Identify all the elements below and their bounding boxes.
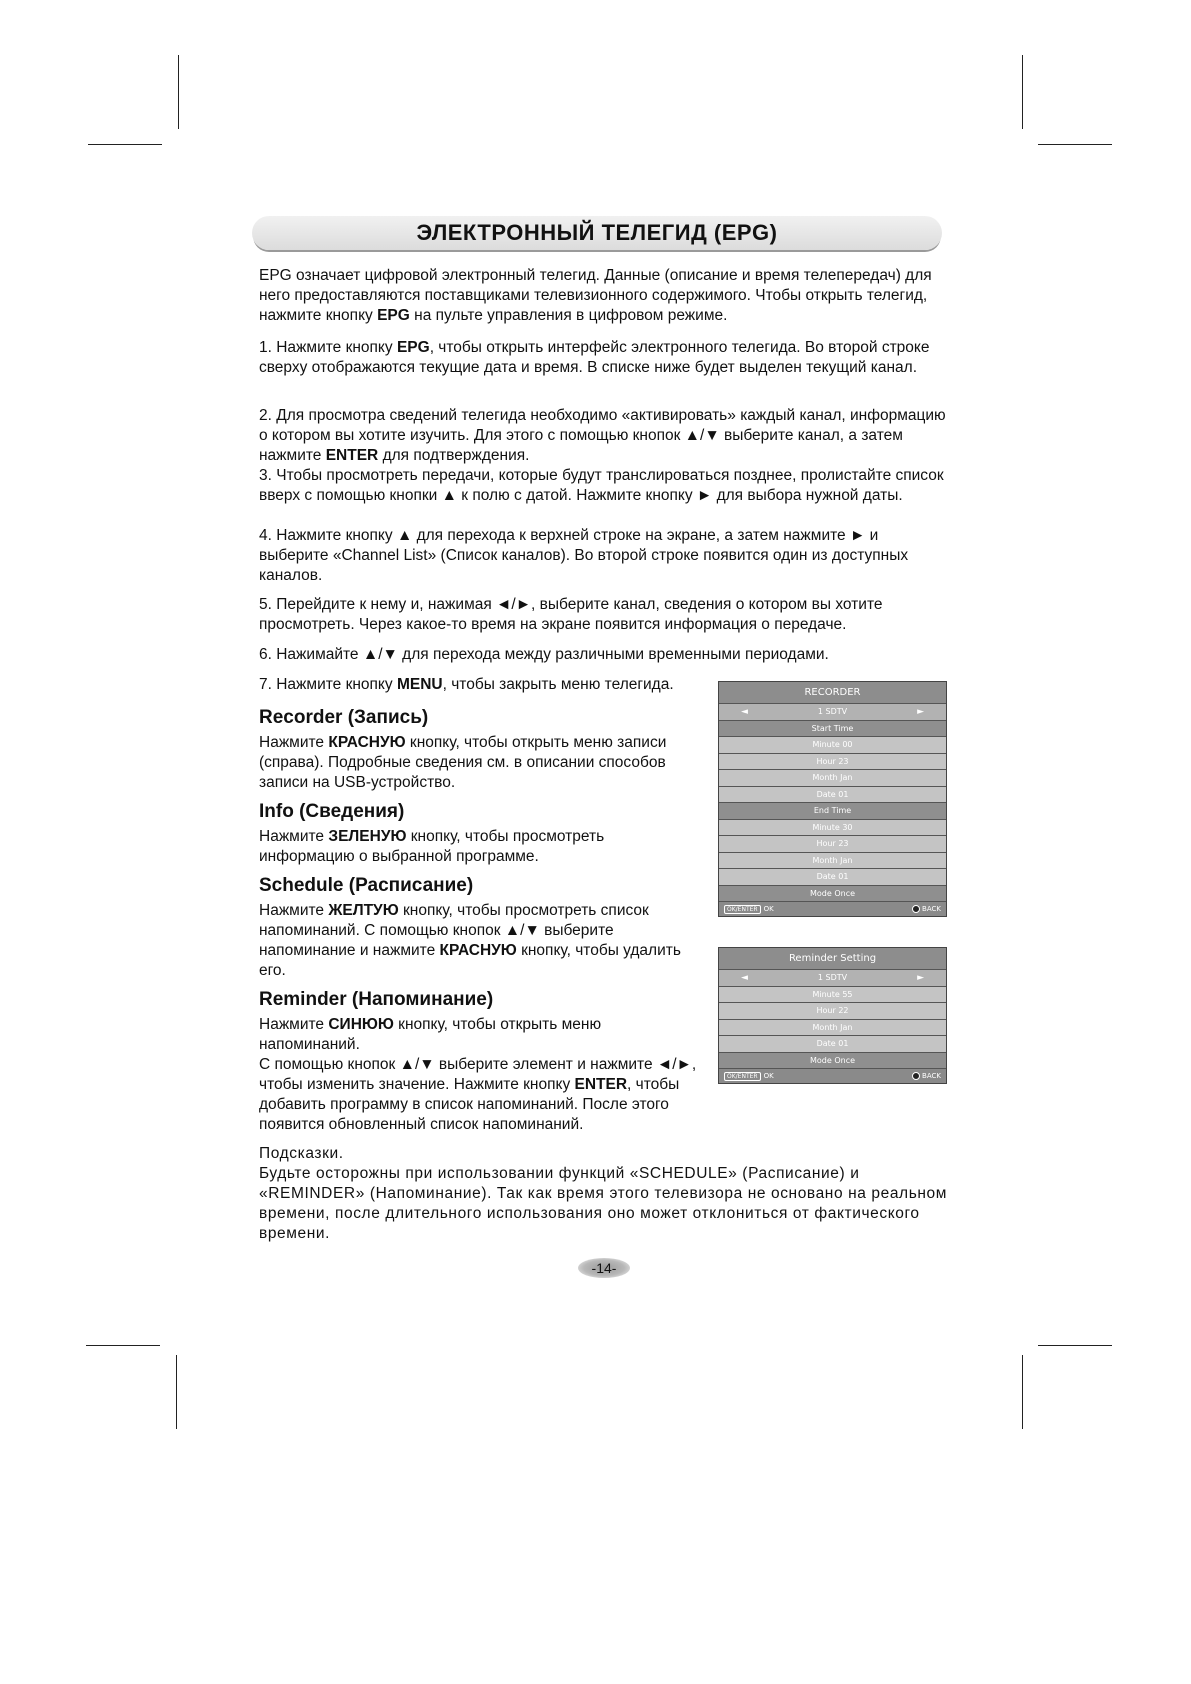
osd-channel-row[interactable] — [719, 704, 946, 721]
osd-rows — [719, 987, 946, 1070]
left-arrow-icon[interactable]: ◄ — [741, 972, 748, 983]
reminder-text — [259, 1015, 699, 1135]
osd-menu-item[interactable]: Hour 23 — [719, 836, 946, 853]
crop-mark — [1022, 1355, 1023, 1429]
osd-menu-item[interactable]: Start Time — [719, 721, 946, 738]
back-icon — [912, 1072, 920, 1080]
crop-mark — [1038, 144, 1112, 145]
osd-menu-item[interactable]: Mode Once — [719, 886, 946, 903]
text-run: для подтверждения. — [378, 447, 530, 464]
text-run: 4. Нажмите кнопку ▲ для перехода к верхней строке на экране, а затем нажмите ► и выберите «Channel List» (Список каналов). Во второй строке появится один из доступных каналов. — [259, 527, 909, 584]
text-run: 7. Нажмите кнопку — [259, 676, 397, 693]
reminder-osd-panel — [718, 947, 947, 1084]
step-3 — [259, 466, 949, 506]
emphasis-text: EPG — [377, 307, 410, 324]
step-2 — [259, 406, 949, 466]
text-run: 2. Для просмотра сведений телегида необходимо «активировать» каждый канал, информацию о котором вы хотите изучить. Для этого с помощью кнопок ▲/▼ выберите канал, а затем нажмите — [259, 407, 946, 464]
text-run: 5. Перейдите к нему и, нажимая ◄/►, выберите канал, сведения о котором вы хотите просмотреть. Через какое-то время на экране появится информация о передаче. — [259, 596, 883, 633]
text-run: кнопку, чтобы открыть меню записи (справа). Подробные сведения см. в описании способов записи на USB-устройство. — [259, 734, 667, 791]
tips-heading: Подсказки. — [259, 1145, 344, 1162]
text-run: 1. Нажмите кнопку — [259, 339, 397, 356]
crop-mark — [176, 1355, 177, 1429]
text-run: кнопку, чтобы удалить его. — [259, 942, 681, 979]
text-run: Нажмите — [259, 1016, 329, 1033]
osd-menu-item[interactable]: Minute 55 — [719, 987, 946, 1004]
step-6 — [259, 645, 949, 665]
recorder-text — [259, 733, 699, 793]
osd-ok-hint: OK/ENTER OK — [724, 1072, 774, 1080]
osd-menu-item[interactable]: Month Jan — [719, 1020, 946, 1037]
tips-text: Будьте осторожны при использовании функций «SCHEDULE» (Расписание) и «REMINDER» (Напоминание). Так как время этого телевизора не основано на реальном времени, после длительного использования оно может отклониться от фактического времени. — [259, 1165, 948, 1242]
emphasis-text: EPG — [396, 339, 430, 356]
recorder-heading: Recorder (Запись) — [259, 707, 429, 728]
emphasis-text: СИНЮЮ — [328, 1016, 394, 1033]
osd-menu-item[interactable]: Mode Once — [719, 1053, 946, 1070]
osd-menu-item[interactable]: End Time — [719, 803, 946, 820]
osd-header: Reminder Setting — [719, 948, 946, 970]
schedule-heading: Schedule (Расписание) — [259, 875, 474, 896]
ok-enter-key: OK/ENTER — [724, 1072, 761, 1081]
reminder-heading: Reminder (Напоминание) — [259, 989, 494, 1010]
right-arrow-icon[interactable]: ► — [917, 972, 924, 983]
text-run: 6. Нажимайте ▲/▼ для перехода между различными временными периодами. — [259, 646, 829, 663]
text-run: кнопку, чтобы просмотреть информацию о выбранной программе. — [259, 828, 605, 865]
osd-menu-item[interactable]: Date 01 — [719, 869, 946, 886]
text-run: кнопку, чтобы открыть меню напоминаний. С помощью кнопок ▲/▼ выберите элемент и нажмите ◄/►, чтобы изменить значение. Нажмите кнопку — [259, 1016, 697, 1093]
text-run: , чтобы добавить программу в список напоминаний. После этого появится обновленный список напоминаний. — [259, 1076, 680, 1133]
osd-menu-item[interactable]: Hour 22 — [719, 1003, 946, 1020]
osd-footer — [719, 902, 946, 916]
page-number: -14- — [578, 1258, 630, 1278]
text-run: Нажмите — [259, 902, 329, 919]
text-run: кнопку, чтобы просмотреть список напоминаний. С помощью кнопок ▲/▼ выберите напоминание и нажмите — [259, 902, 649, 959]
title-banner — [252, 216, 942, 250]
text-run: EPG означает цифровой электронный телегид. Данные (описание и время телепередач) для него предоставляются поставщиками телевизионного содержимого. Чтобы открыть телегид, нажмите кнопку — [259, 267, 932, 324]
info-text — [259, 827, 699, 867]
osd-rows — [719, 721, 946, 903]
emphasis-text: ENTER — [574, 1076, 628, 1093]
step-4 — [259, 526, 949, 586]
osd-menu-item[interactable]: Month Jan — [719, 770, 946, 787]
recorder-osd-panel — [718, 681, 947, 917]
emphasis-text: MENU — [396, 676, 443, 693]
back-icon — [912, 905, 920, 913]
osd-menu-item[interactable]: Hour 23 — [719, 754, 946, 771]
text-run: 3. Чтобы просмотреть передачи, которые будут транслироваться позднее, пролистайте список вверх с помощью кнопки ▲ к полю с датой. Нажмите кнопку ► для выбора нужной даты. — [259, 467, 944, 504]
osd-ok-hint: OK/ENTER OK — [724, 905, 774, 913]
emphasis-text: ЗЕЛЕНУЮ — [328, 828, 407, 845]
osd-channel: 1 SDTV — [817, 973, 848, 983]
text-run: , чтобы закрыть меню телегида. — [442, 676, 674, 693]
osd-channel: 1 SDTV — [817, 707, 848, 717]
crop-mark — [1038, 1345, 1112, 1346]
osd-back-hint: BACK — [912, 905, 941, 913]
osd-menu-item[interactable]: Date 01 — [719, 787, 946, 804]
crop-mark — [1022, 55, 1023, 129]
emphasis-text: КРАСНУЮ — [439, 942, 517, 959]
osd-header: RECORDER — [719, 682, 946, 704]
intro-paragraph — [259, 266, 949, 326]
text-run: Нажмите — [259, 828, 329, 845]
crop-mark — [86, 1345, 160, 1346]
text-run: , чтобы открыть интерфейс электронного телегида. Во второй строке сверху отображаются текущие дата и время. В списке ниже будет выделен текущий канал. — [259, 339, 930, 376]
text-run: на пульте управления в цифровом режиме. — [409, 307, 728, 324]
osd-menu-item[interactable]: Minute 00 — [719, 737, 946, 754]
left-arrow-icon[interactable]: ◄ — [741, 706, 748, 717]
info-heading: Info (Сведения) — [259, 801, 405, 822]
right-arrow-icon[interactable]: ► — [917, 706, 924, 717]
emphasis-text: КРАСНУЮ — [328, 734, 406, 751]
step-5 — [259, 595, 949, 635]
osd-channel-row[interactable] — [719, 970, 946, 987]
emphasis-text: ENTER — [325, 447, 379, 464]
osd-back-hint: BACK — [912, 1072, 941, 1080]
emphasis-text: ЖЕЛТУЮ — [328, 902, 399, 919]
crop-mark — [178, 55, 179, 129]
step-1 — [259, 338, 949, 378]
page-title: ЭЛЕКТРОННЫЙ ТЕЛЕГИД (EPG) — [416, 220, 778, 245]
osd-menu-item[interactable]: Month Jan — [719, 853, 946, 870]
crop-mark — [88, 144, 162, 145]
osd-menu-item[interactable]: Date 01 — [719, 1036, 946, 1053]
schedule-text — [259, 901, 699, 981]
osd-footer — [719, 1069, 946, 1083]
ok-enter-key: OK/ENTER — [724, 905, 761, 914]
text-run: Нажмите — [259, 734, 329, 751]
osd-menu-item[interactable]: Minute 30 — [719, 820, 946, 837]
